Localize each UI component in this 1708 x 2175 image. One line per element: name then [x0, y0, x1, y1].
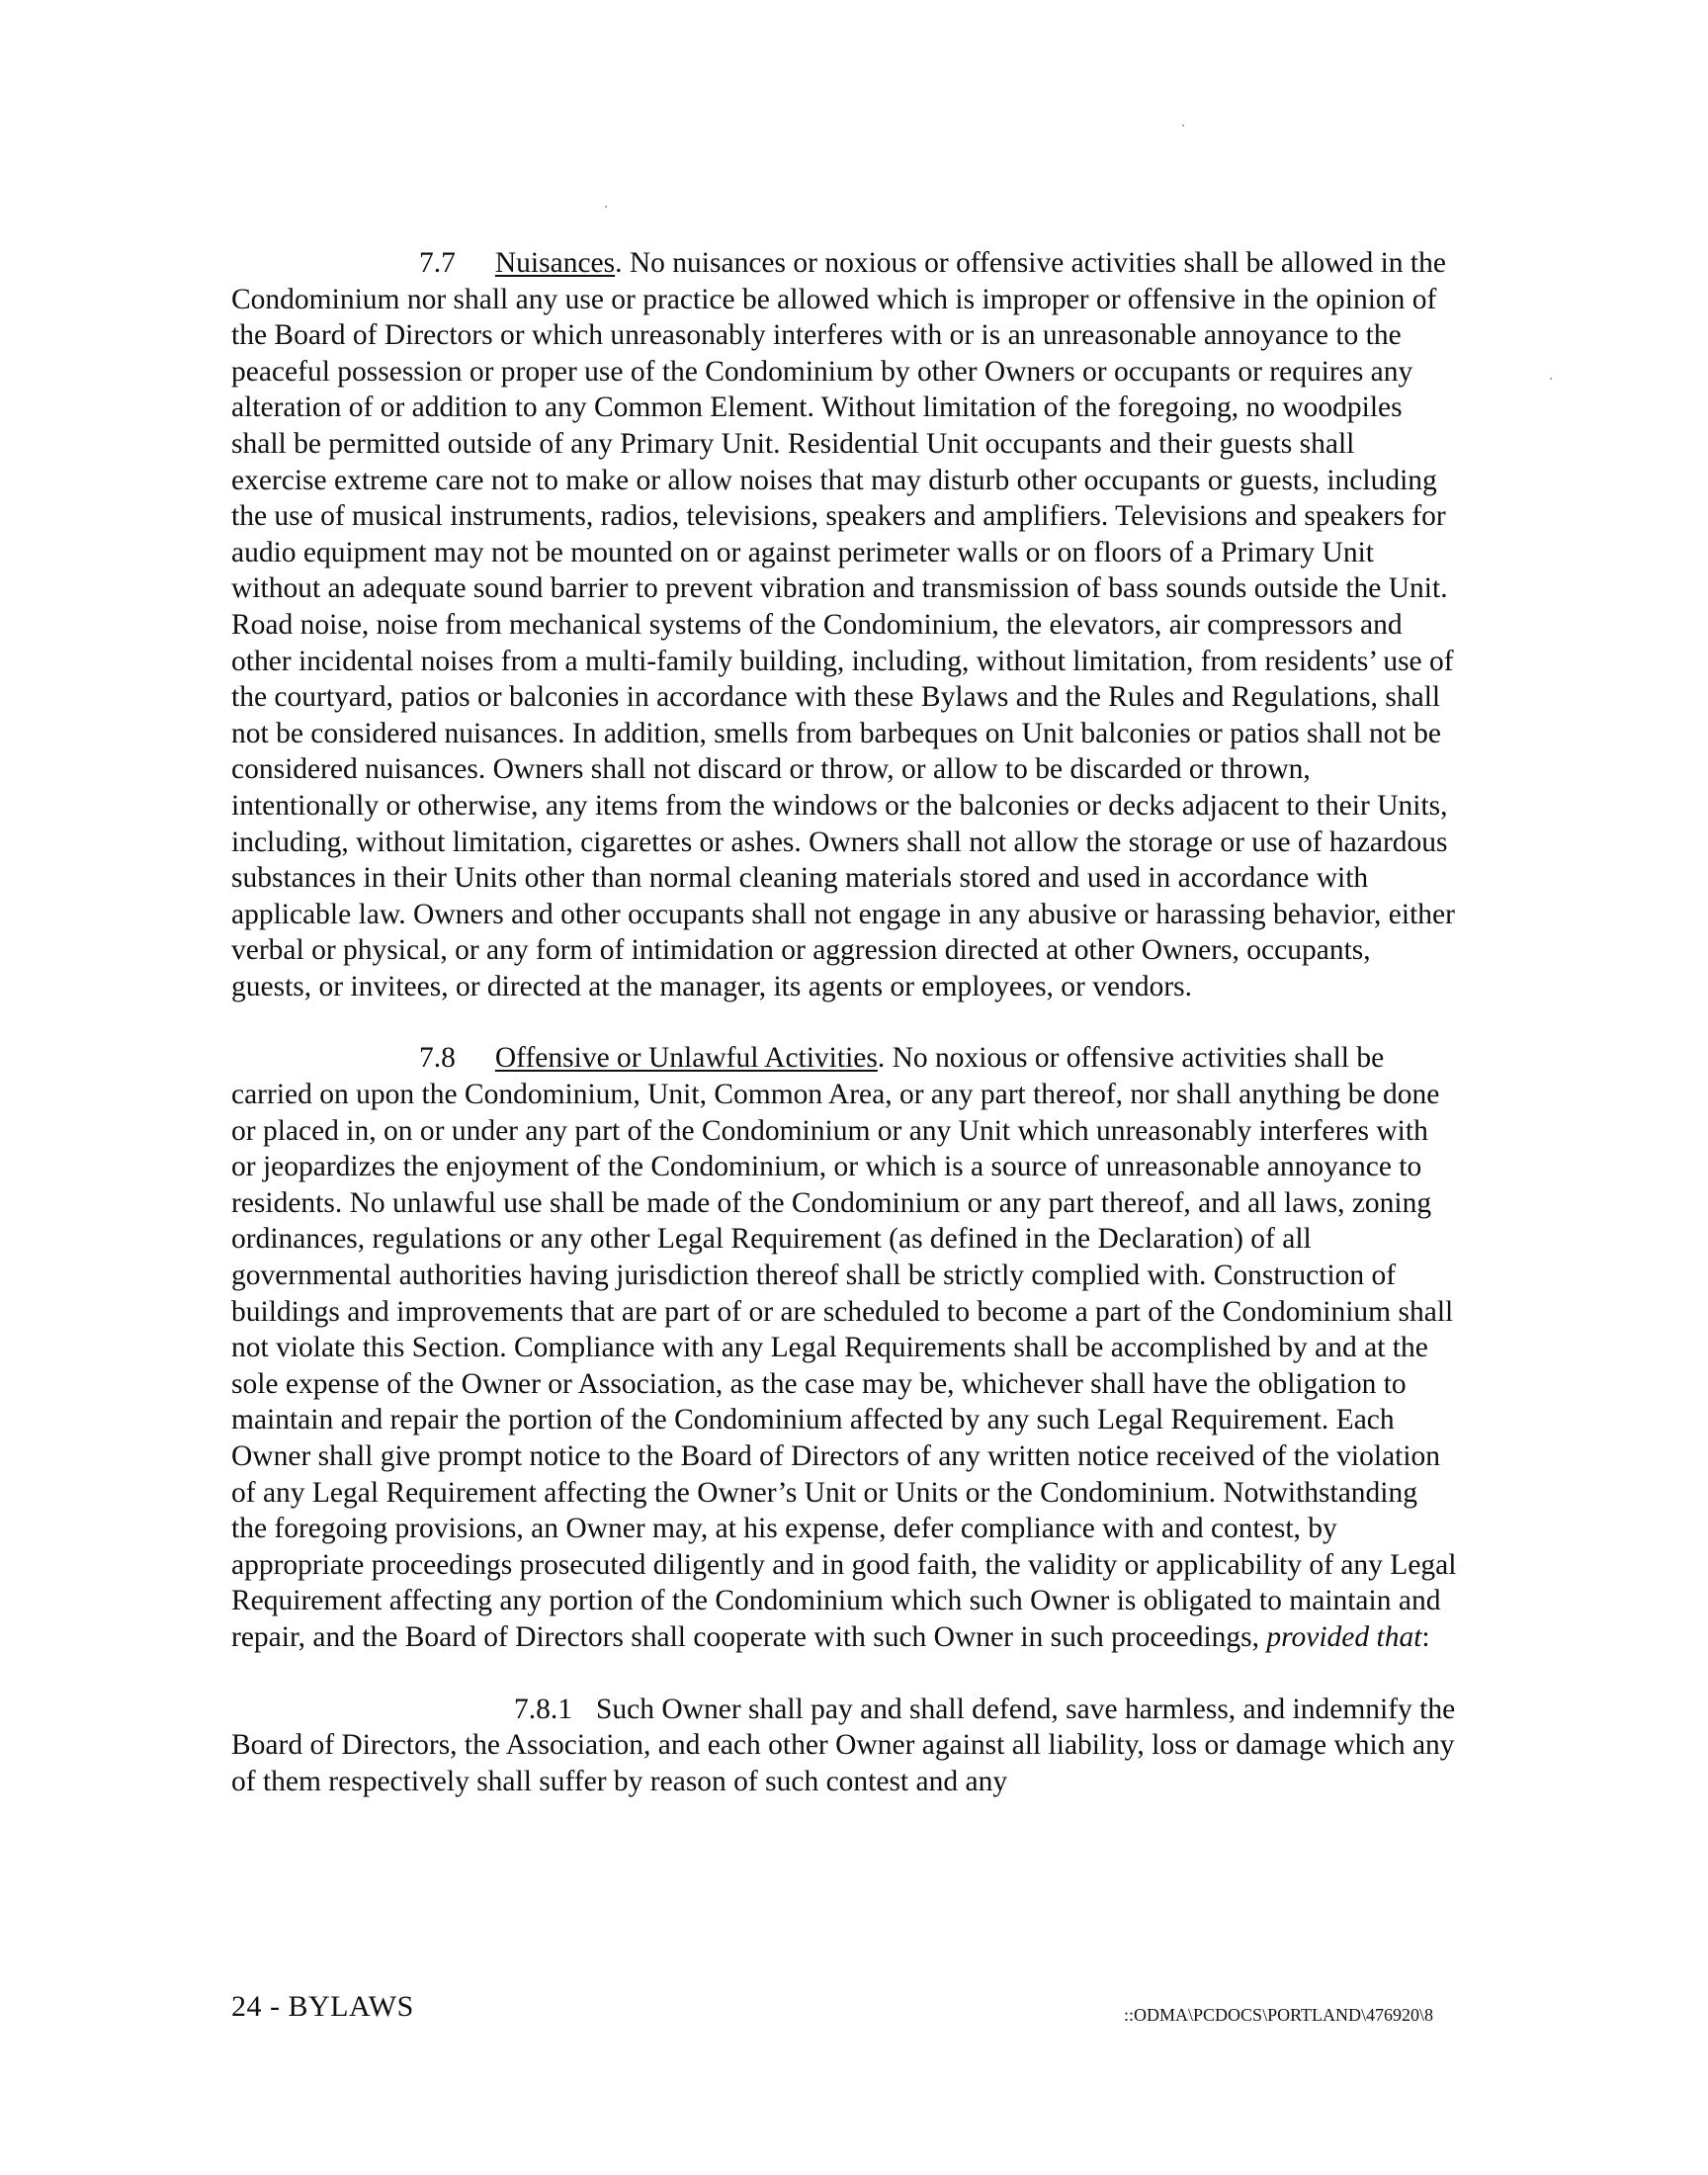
section-heading: Nuisances: [494, 247, 616, 279]
document-body: [231, 245, 1457, 1799]
subsection-text: Such Owner shall pay and shall defend, save harmless, and indemnify the Board of Directors, the Association, and each other Owner against all liability, loss or damage which any of them respectively shall suffer by reason of such contest and any: [231, 1693, 1456, 1797]
section-7-8-1: [231, 1692, 1457, 1800]
section-heading: Offensive or Unlawful Activities: [494, 1042, 878, 1075]
proviso-colon: :: [1421, 1620, 1430, 1653]
subsection-number: 7.8.1: [514, 1693, 572, 1725]
footer-document-id: ::ODMA\PCDOCS\PORTLAND\476920\8: [1124, 2005, 1433, 2025]
section-7-7: [231, 245, 1457, 1004]
proviso-italic: provided that: [1266, 1620, 1422, 1653]
scan-speck: [1550, 378, 1552, 380]
section-text: No noxious or offensive activities shall be carried on upon the Condominium, Unit, Common Area, or any part thereof, nor shall anything be done or placed in, on or under any part of the Condominium or any Unit which unreasonably interferes with or jeopardizes the enjoyment of the Condominium, or which is a source of unreasonable annoyance to residents. No unlawful use shall be made of the Condominium or any part thereof, and all laws, zoning ordinances, regulations or any other Legal Requirement (as defined in the Declaration) of all governmental authorities having jurisdiction thereof shall be strictly complied with. Construction of buildings and improvements that are part of or are scheduled to become a part of the Condominium shall not violate this Section. Compliance with any Legal Requirements shall be accomplished by and at the sole expense of the Owner or Association, as the case may be, whichever shall have the obligation to maintain and repair the portion of the Condominium affected by any such Legal Requirement. Each Owner shall give prompt notice to the Board of Directors of any written notice received of the violation of any Legal Requirement affecting the Owner’s Unit or Units or the Condominium. Notwithstanding the foregoing provisions, an Owner may, at his expense, defer compliance with and contest, by appropriate proceedings prosecuted diligently and in good faith, the validity or applicability of any Legal Requirement affecting any portion of the Condominium which such Owner is obligated to maintain and repair, and the Board of Directors shall cooperate with such Owner in such proceedings,: [231, 1042, 1457, 1653]
section-number: 7.8: [419, 1042, 456, 1075]
section-text: No nuisances or noxious or offensive activities shall be allowed in the Condominium nor shall any use or practice be allowed which is improper or offensive in the opinion of the Board of Directors or which unreasonably interferes with or is an unreasonable annoyance to the peaceful possession or proper use of the Condominium by other Owners or occupants or requires any alteration of or addition to any Common Element. Without limitation of the foregoing, no woodpiles shall be permitted outside of any Primary Unit. Residential Unit occupants and their guests shall exercise extreme care not to make or allow noises that may disturb other occupants or guests, including the use of musical instruments, radios, televisions, speakers and amplifiers. Televisions and speakers for audio equipment may not be mounted on or against perimeter walls or on floors of a Primary Unit without an adequate sound barrier to prevent vibration and transmission of bass sounds outside the Unit. Road noise, noise from mechanical systems of the Condominium, the elevators, air compressors and other incidental noises from a multi-family building, including, without limitation, from residents’ use of the courtyard, patios or balconies in accordance with these Bylaws and the Rules and Regulations, shall not be considered nuisances. In addition, smells from barbeques on Unit balconies or patios shall not be considered nuisances. Owners shall not discard or throw, or allow to be discarded or thrown, intentionally or otherwise, any items from the windows or the balconies or decks adjacent to their Units, including, without limitation, cigarettes or ashes. Owners shall not allow the storage or use of hazardous substances in their Units other than normal cleaning materials stored and used in accordance with applicable law. Owners and other occupants shall not engage in any abusive or harassing behavior, either verbal or physical, or any form of intimidation or aggression directed at other Owners, occupants, guests, or invitees, or directed at the manager, its agents or employees, or vendors.: [231, 247, 1455, 1002]
heading-punctuation: .: [615, 247, 623, 279]
heading-punctuation: .: [877, 1042, 886, 1075]
footer-page-label: 24 - BYLAWS: [231, 1990, 414, 2023]
scan-speck: [605, 206, 607, 208]
section-number: 7.7: [419, 247, 456, 279]
section-7-8: [231, 1040, 1457, 1655]
scan-speck: [1182, 125, 1184, 127]
